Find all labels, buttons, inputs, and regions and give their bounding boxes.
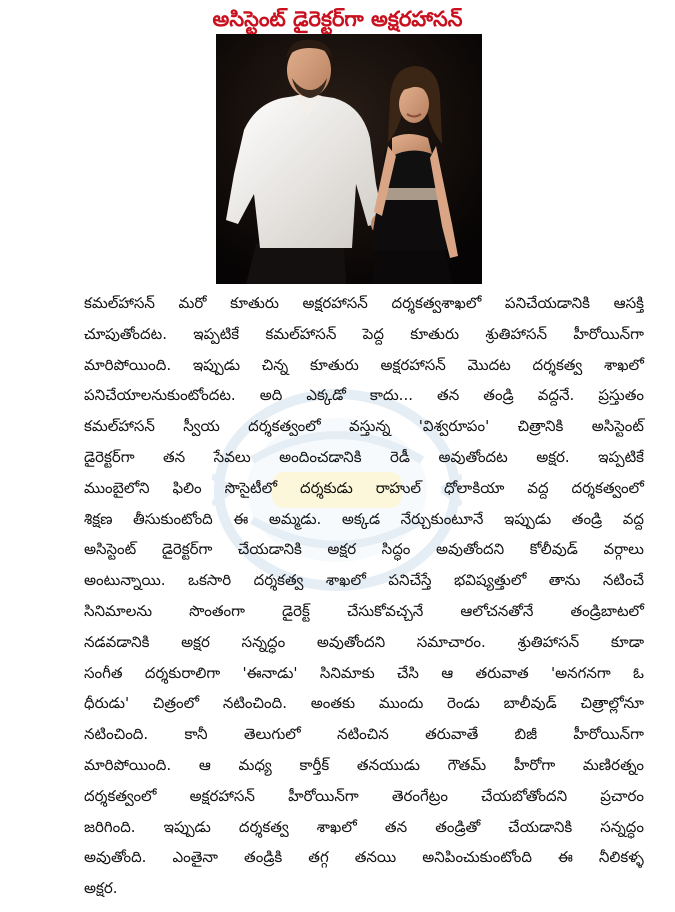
article-line: సినిమాలను సొంతంగా డైరెక్ట్ చేసుకోవచ్చనే ఆలోచనతోనే తండ్రిబాటలో [84, 601, 644, 620]
article-line: ముంబైలోని ఫిలిం సొసైటీలో దర్శకుడు రాహుల్ ధోలాకియా వద్ద దర్శకత్వంలో [84, 478, 644, 497]
article-line: మారిపోయింది. ఆ మధ్య కార్తీక్ తనయుడు గౌతమ్ హీరోగా మణిరత్నం [84, 755, 644, 774]
article-line: జరిగింది. ఇప్పుడు దర్శకత్వ శాఖలో తన తండ్రితో చేయడానికి సన్నద్ధం [84, 817, 644, 836]
article-line: కమల్‌హాసన్ మరో కూతురు అక్షరహాసన్ దర్శకత్వశాఖలో పనిచేయడానికి ఆసక్తి [84, 294, 644, 312]
article-line: కమల్‌హాసన్ స్వీయ దర్శకత్వంలో వస్తున్న 'విశ్వరూపం' చిత్రానికి అసిస్టెంట్ [84, 417, 644, 436]
article-line: చూపుతోందట. ఇప్పటికే కమల్‌హాసన్ పెద్ద కూతురు శ్రుతిహాసన్ హీరోయిన్‌గా [84, 324, 644, 343]
article-line: అక్షర. [84, 879, 118, 898]
article-line: దర్శకత్వంలో అక్షరహాసన్ హీరోయిన్‌గా తెరంగేట్రం చేయబోతోందని ప్రచారం [84, 786, 644, 805]
article-line: అవుతోంది. ఎంతైనా తండ్రికి తగ్గ తనయి అనిపించుకుంటోంది ఈ నీలికళ్ళ [84, 848, 644, 867]
article-body [84, 288, 644, 904]
article-line: మారిపోయింది. ఇప్పుడు చిన్న కూతురు అక్షరహాసన్ మొదట దర్శకత్వ శాఖలో [84, 355, 644, 374]
article-line: సంగీత దర్శకురాలిగా 'ఈనాడు' సినిమాకు చేసి ఆ తరువాత 'అనగనగా ఓ [84, 663, 644, 682]
article-line: ధీరుడు' చిత్రంలో నటించింది. అంతకు ముందు రెండు బాలీవుడ్ చిత్రాల్లోనూ [84, 694, 644, 713]
article-line: నటించింది. కానీ తెలుగులో నటించిన తరువాతే బిజీ హీరోయిన్‌గా [84, 725, 644, 744]
photo-kamal-akshara-icon [216, 34, 482, 284]
article-photo [216, 34, 482, 284]
article-line: నడవడానికి అక్షర సన్నద్ధం అవుతోందని సమాచారం. శ్రుతిహాసన్ కూడా [84, 632, 644, 651]
article-line: పనిచేయాలనుకుంటోందట. అది ఎక్కడో కాదు... తన తండ్రి వద్దనే. ప్రస్తుతం [84, 386, 644, 405]
article-line: అంటున్నాయి. ఒకసారి దర్శకత్వ శాఖలో పనిచేస్తే భవిష్యత్తులో తాను నటించే [84, 571, 644, 590]
article-headline: అసిస్టెంట్ డైరెక్టర్‌గా అక్షరహాసన్ [212, 7, 463, 31]
article-line: డైరెక్టర్‌గా తన సేవలు అందించడానికి రెడీ అవుతోందట అక్షర. ఇప్పటికే [84, 447, 644, 466]
article-line: శిక్షణ తీసుకుంటోంది ఈ అమ్మడు. అక్కడ నేర్చుకుంటూనే ఇప్పుడు తండ్రి వద్ద [84, 509, 644, 528]
article-line: అసిస్టెంట్ డైరెక్టర్‌గా చేయడానికి అక్షర సిద్ధం అవుతోందని కోలీవుడ్ వర్గాలు [84, 540, 644, 559]
